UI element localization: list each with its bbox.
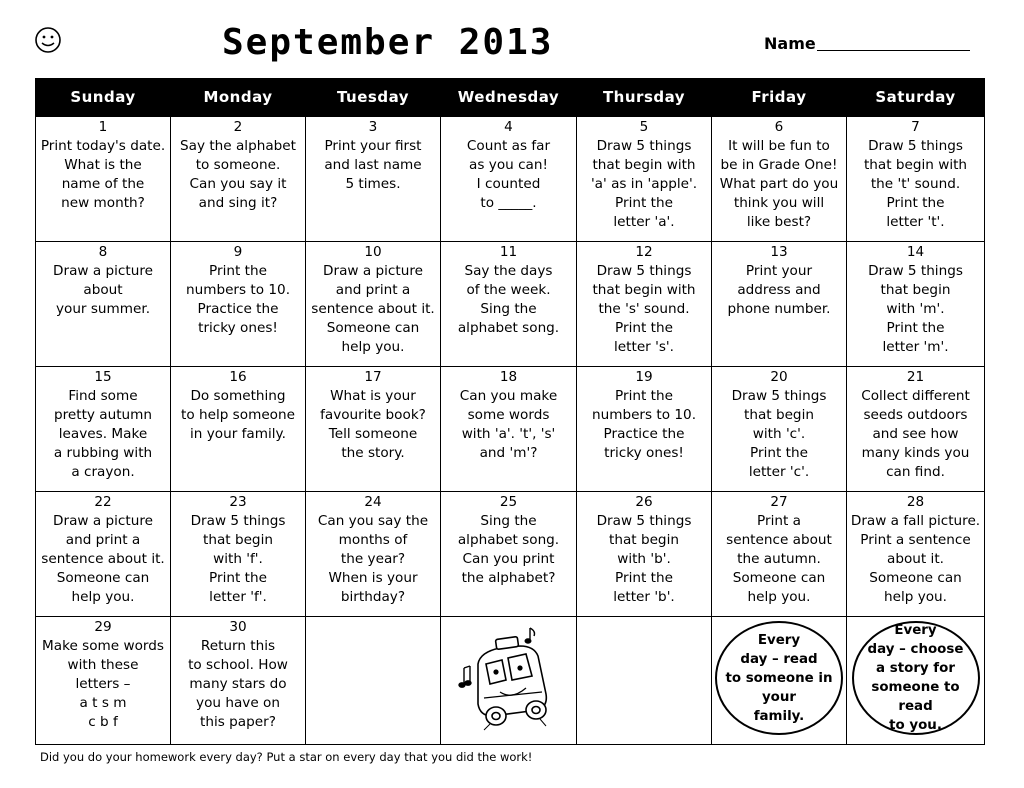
empty-day-cell: [577, 617, 712, 745]
weekday-saturday: Saturday: [847, 78, 985, 117]
day-cell: [171, 367, 306, 492]
week-row: [36, 617, 985, 745]
day-activity: Can you make some words with 'a'. 't', 's' and 'm'?: [459, 388, 558, 461]
day-number: 1: [98, 119, 108, 135]
day-number: 26: [635, 494, 653, 510]
day-activity: Do something to help someone in your family.: [181, 388, 295, 442]
day-activity: Print the numbers to 10. Practice the tricky ones!: [185, 263, 291, 336]
day-cell: [171, 117, 306, 242]
day-number: 9: [233, 244, 243, 260]
choose-story-oval: [852, 621, 980, 735]
day-activity: Draw 5 things that begin with 'a' as in 'apple'. Print the letter 'a'.: [590, 138, 698, 230]
day-activity: Make some words with these letters – a t s m c b f: [42, 638, 164, 730]
day-activity: Draw 5 things that begin with 'm'. Print the letter 'm'.: [868, 263, 963, 355]
day-number: 18: [499, 369, 518, 385]
day-cell: [577, 242, 712, 367]
day-cell: [306, 242, 441, 367]
smiley-face-icon: [34, 26, 62, 54]
day-activity: Sing the alphabet song. Can you print the alphabet?: [457, 513, 560, 586]
day-cell: [306, 367, 441, 492]
name-blank-line: [817, 50, 970, 51]
day-number: 6: [774, 119, 784, 135]
weekday-monday: Monday: [171, 78, 306, 117]
reading-oval-cell: [712, 617, 847, 745]
day-cell: [712, 242, 847, 367]
day-number: 22: [94, 494, 112, 510]
day-cell: [171, 617, 306, 745]
day-activity: Draw 5 things that begin with 'c'. Print the letter 'c'.: [731, 388, 827, 480]
day-number: 17: [364, 369, 382, 385]
empty-day-cell: [306, 617, 441, 745]
day-activity: Draw a picture and print a sentence about it. Someone can help you.: [311, 263, 435, 355]
day-number: 7: [911, 119, 920, 135]
day-number: 4: [504, 119, 513, 135]
day-activity: Count as far as you can! I counted to _____.: [466, 138, 551, 211]
day-cell: [847, 242, 985, 367]
day-number: 20: [770, 369, 788, 385]
day-cell: [441, 492, 577, 617]
day-number: 8: [98, 244, 108, 260]
weekday-wednesday: Wednesday: [441, 78, 577, 117]
week-row: [36, 242, 985, 367]
day-number: 14: [906, 244, 925, 260]
day-number: 5: [639, 119, 649, 135]
day-cell: [36, 617, 171, 745]
reading-oval-cell: [847, 617, 985, 745]
day-activity: Can you say the months of the year? When is your birthday?: [317, 513, 429, 605]
day-number: 23: [229, 494, 247, 510]
weekday-friday: Friday: [712, 78, 847, 117]
day-cell: [36, 492, 171, 617]
day-cell: [36, 367, 171, 492]
day-number: 25: [499, 494, 518, 510]
day-activity: Print today's date. What is the name of the new month?: [40, 138, 166, 211]
day-cell: [577, 367, 712, 492]
day-activity: Return this to school. How many stars do you have on this paper?: [188, 638, 288, 730]
day-number: 24: [364, 494, 382, 510]
oval-message: Every day – read to someone in your family.: [725, 632, 833, 724]
day-cell: [36, 242, 171, 367]
day-number: 11: [499, 244, 518, 260]
day-cell: [847, 117, 985, 242]
weekday-tuesday: Tuesday: [306, 78, 441, 117]
day-activity: Draw 5 things that begin with the 's' sound. Print the letter 's'.: [592, 263, 696, 355]
day-cell: [306, 117, 441, 242]
read-to-family-oval: [715, 621, 843, 735]
day-number: 16: [229, 369, 247, 385]
day-cell: [847, 492, 985, 617]
day-cell: [441, 117, 577, 242]
week-row: [36, 367, 985, 492]
name-label: Name: [764, 34, 816, 53]
day-number: 21: [906, 369, 925, 385]
day-activity: Print the numbers to 10. Practice the tricky ones!: [591, 388, 697, 461]
day-activity: It will be fun to be in Grade One! What part do you think you will like best?: [719, 138, 839, 230]
day-activity: Say the days of the week. Sing the alphabet song.: [457, 263, 560, 336]
day-activity: Print a sentence about the autumn. Someone can help you.: [726, 513, 832, 605]
day-cell: [712, 367, 847, 492]
school-bus-icon: [450, 624, 568, 736]
bus-picture-cell: [441, 617, 577, 745]
day-activity: Print your address and phone number.: [727, 263, 831, 317]
day-number: 13: [770, 244, 788, 260]
day-activity: Draw a picture about your summer.: [53, 263, 153, 317]
footer-note: Did you do your homework every day? Put a star on every day that you did the work!: [40, 750, 533, 764]
day-number: 3: [368, 119, 378, 135]
day-number: 19: [635, 369, 653, 385]
day-number: 15: [94, 369, 112, 385]
day-cell: [171, 242, 306, 367]
day-cell: [712, 492, 847, 617]
day-activity: Draw 5 things that begin with the 't' sound. Print the letter 't'.: [863, 138, 968, 230]
day-activity: What is your favourite book? Tell someone the story.: [320, 388, 426, 461]
day-cell: [441, 367, 577, 492]
week-row: [36, 492, 985, 617]
weekday-sunday: Sunday: [36, 78, 171, 117]
day-activity: Find some pretty autumn leaves. Make a rubbing with a crayon.: [53, 388, 153, 480]
day-number: 29: [94, 619, 112, 635]
day-activity: Say the alphabet to someone. Can you say it and sing it?: [180, 138, 296, 211]
day-number: 2: [233, 119, 243, 135]
day-activity: Collect different seeds outdoors and see how many kinds you can find.: [861, 388, 970, 480]
day-cell: [441, 242, 577, 367]
day-cell: [712, 117, 847, 242]
day-activity: Print your first and last name 5 times.: [324, 138, 422, 192]
weekday-thursday: Thursday: [577, 78, 712, 117]
day-number: 10: [364, 244, 382, 260]
oval-message: Every day – choose a story for someone to read to you.: [867, 623, 964, 733]
day-number: 28: [906, 494, 925, 510]
day-activity: Draw 5 things that begin with 'b'. Print the letter 'b'.: [596, 513, 692, 605]
day-activity: Draw a picture and print a sentence about it. Someone can help you.: [41, 513, 165, 605]
day-cell: [577, 492, 712, 617]
day-number: 27: [770, 494, 788, 510]
day-cell: [36, 117, 171, 242]
calendar-table: [35, 78, 985, 745]
day-number: 30: [229, 619, 247, 635]
weekday-header-row: [36, 78, 985, 117]
page-title: September 2013: [222, 22, 554, 63]
day-activity: Draw a fall picture. Print a sentence about it. Someone can help you.: [850, 513, 981, 605]
day-cell: [847, 367, 985, 492]
day-activity: Draw 5 things that begin with 'f'. Print the letter 'f'.: [190, 513, 286, 605]
day-number: 12: [635, 244, 653, 260]
day-cell: [306, 492, 441, 617]
day-cell: [171, 492, 306, 617]
day-cell: [577, 117, 712, 242]
week-row: [36, 117, 985, 242]
